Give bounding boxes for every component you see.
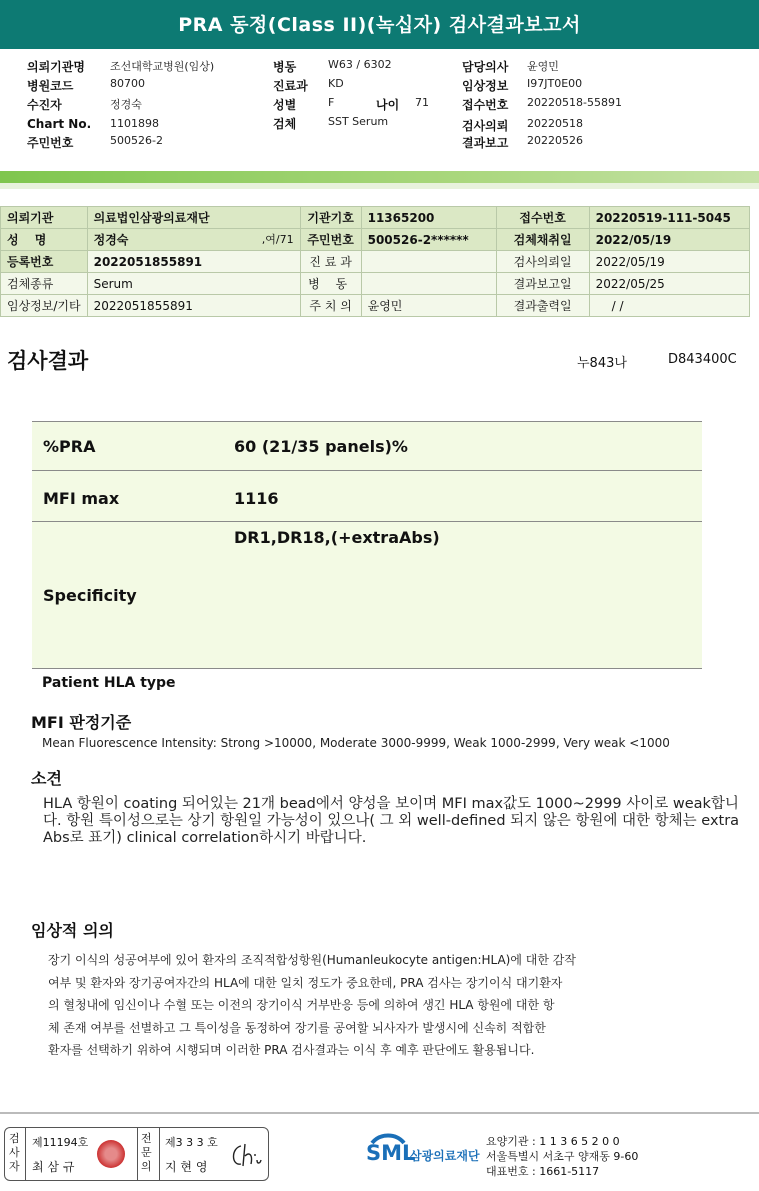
value-chart-no: 1101898: [110, 117, 159, 130]
label-request-date: 검사의뢰: [462, 119, 509, 133]
cell-label: 주민번호: [300, 229, 361, 251]
value-request-date: 20220518: [527, 117, 583, 130]
specialist-license: 제3 3 3 호: [165, 1136, 218, 1149]
value-resident-no: 500526-2: [110, 134, 163, 147]
label-hospital: 의뢰기관명: [27, 60, 85, 74]
specialist-name: 지 현 영: [165, 1160, 208, 1174]
value-doctor: 윤영민: [527, 60, 559, 73]
value-hospital-code: 80700: [110, 77, 145, 90]
cell-label: 검사의뢰일: [496, 251, 589, 273]
cell-label: 의뢰기관: [1, 207, 88, 229]
result-row-pra: [32, 421, 702, 470]
cell-label: 검체채취일: [496, 229, 589, 251]
label-sex: 성별: [273, 98, 297, 112]
patient-hla-label: Patient HLA type: [42, 675, 176, 691]
cell-value: [361, 273, 496, 295]
org-contact: [486, 1134, 638, 1179]
footer-divider: [0, 1112, 759, 1114]
cell-label: 주 치 의: [300, 295, 361, 317]
sml-logo-text: SML: [366, 1141, 416, 1165]
clinical-heading: 임상적 의의: [31, 921, 114, 940]
label-specimen: 검체: [273, 117, 297, 131]
label-receipt-no: 접수번호: [462, 98, 509, 112]
cell-value: Serum: [87, 273, 300, 295]
cell-label: 기관기호: [300, 207, 361, 229]
cell-label: 진 료 과: [300, 251, 361, 273]
cell-value: / /: [589, 295, 749, 317]
clinical-line: 장기 이식의 성공여부에 있어 환자의 조직적합성항원(Humanleukocyte antigen:HLA)에 대한 감작: [48, 953, 576, 967]
specificity-label: Specificity: [43, 586, 137, 605]
cell-value: 2022/05/19: [589, 229, 749, 251]
results-title: 검사결과: [7, 349, 89, 373]
org-code: 요양기관 : 1 1 3 6 5 2 0 0: [486, 1135, 620, 1148]
label-clinical-info: 임상정보: [462, 79, 509, 93]
value-hospital: 조선대학교병원(임상): [110, 60, 215, 73]
value-sex: F: [328, 96, 335, 109]
table-row: [1, 207, 750, 229]
patient-name: 정경숙: [93, 233, 129, 247]
value-specimen: SST Serum: [328, 115, 389, 128]
org-phone: 대표번호 : 1661-5117: [486, 1165, 600, 1178]
tester-name: 최 삼 규: [32, 1160, 75, 1174]
value-receipt-no: 20220518-55891: [527, 96, 622, 109]
opinion-text: HLA 항원이 coating 되어있는 21개 bead에서 양성을 보이며 MFI max값도 1000~2999 사이로 weak합니다. 항원 특이성으로는 상기 항원일 가능성이 있으나( 그 외 well-defined 되지 않은 항원에 대한 항체는 extra Abs로 표기) clinical correlation하시기 바랍니다.: [43, 796, 740, 846]
result-row-specificity: [32, 521, 702, 669]
green-divider-light: [0, 183, 759, 189]
patient-sex-age: ,여/71: [261, 233, 294, 246]
test-code: D843400C: [668, 352, 737, 367]
signature-box: [4, 1127, 269, 1181]
value-age: 71: [415, 96, 429, 109]
value-clinical-info: I97JT0E00: [527, 77, 583, 90]
divider: [25, 1128, 26, 1180]
label-department: 진료과: [273, 79, 308, 93]
table-row: [1, 251, 750, 273]
label-doctor: 담당의사: [462, 60, 509, 74]
cell-label: 결과출력일: [496, 295, 589, 317]
cell-label: 임상정보/기타: [1, 295, 88, 317]
label-patient: 수진자: [27, 98, 62, 112]
cell-label: 접수번호: [496, 207, 589, 229]
mfi-label: MFI max: [43, 489, 120, 508]
table-row: [1, 273, 750, 295]
cell-label: 등록번호: [1, 251, 88, 273]
label-ward: 병동: [273, 60, 297, 74]
clinical-line: 환자를 선택하기 위하여 시행되며 이러한 PRA 검사결과는 이식 후 예후 판단에도 활용됩니다.: [48, 1043, 535, 1057]
cell-value: 2022051855891: [87, 295, 300, 317]
opinion-heading: 소견: [31, 769, 62, 788]
label-age: 나이: [376, 98, 400, 112]
specificity-value: DR1,DR18,(+extraAbs): [234, 528, 440, 547]
label-report-date: 결과보고: [462, 136, 509, 150]
label-hospital-code: 병원코드: [27, 79, 74, 93]
cell-value: 2022/05/25: [589, 273, 749, 295]
title-underline: [0, 46, 759, 49]
tester-license: 제11194호: [32, 1136, 89, 1149]
cell-value: 의료법인삼광의료재단: [87, 207, 300, 229]
cell-label: 검체종류: [1, 273, 88, 295]
value-patient: 정경숙: [110, 98, 142, 111]
criteria-heading: MFI 판정기준: [31, 713, 132, 732]
value-report-date: 20220526: [527, 134, 583, 147]
divider: [159, 1128, 160, 1180]
specialist-tag: 전문의: [141, 1132, 152, 1173]
pra-label: %PRA: [43, 437, 96, 456]
test-code-local: 누843나: [577, 356, 627, 371]
cell-value: 20220519-111-5045: [589, 207, 749, 229]
table-row: [1, 229, 750, 251]
signature-icon: [227, 1138, 263, 1172]
label-resident-no: 주민번호: [27, 136, 74, 150]
result-row-mfi: [32, 470, 702, 521]
cell-value: 2022/05/19: [589, 251, 749, 273]
cell-value: 2022051855891: [87, 251, 300, 273]
cell-label: 병 동: [300, 273, 361, 295]
cell-value: [87, 229, 300, 251]
green-divider: [0, 171, 759, 183]
clinical-line: 의 혈청내에 임신이나 수혈 또는 이전의 장기이식 거부반응 등에 의하여 생긴 HLA 항원에 대한 항: [48, 998, 555, 1012]
divider: [137, 1128, 138, 1180]
clinical-text: [48, 949, 728, 1062]
clinical-line: 여부 및 환자와 장기공여자간의 HLA에 대한 일치 정도가 중요한데, PRA 검사는 장기이식 대기환자: [48, 975, 563, 990]
cell-value: 500526-2******: [361, 229, 496, 251]
seal-icon: [97, 1140, 125, 1168]
value-department: KD: [328, 77, 344, 90]
mfi-value: 1116: [234, 489, 279, 508]
org-address: 서울특별시 서초구 양재동 9-60: [486, 1150, 639, 1163]
cell-value: [361, 251, 496, 273]
value-ward: W63 / 6302: [328, 58, 392, 71]
label-chart-no: Chart No.: [27, 117, 92, 131]
patient-table: [0, 206, 750, 317]
cell-value: 11365200: [361, 207, 496, 229]
cell-value: 윤영민: [361, 295, 496, 317]
tester-tag: 검사자: [9, 1132, 20, 1173]
org-name: 삼광의료재단: [410, 1149, 480, 1163]
clinical-line: 체 존재 여부를 선별하고 그 특이성을 동정하여 장기를 공여할 뇌사자가 발생시에 신속히 적합한: [48, 1020, 546, 1035]
pra-value: 60 (21/35 panels)%: [234, 437, 408, 456]
cell-label: 성 명: [1, 229, 88, 251]
criteria-text: Mean Fluorescence Intensity: Strong >10000, Moderate 3000-9999, Weak 1000-2999, Very weak <1000: [42, 736, 670, 750]
table-row: [1, 295, 750, 317]
report-title: PRA 동정(Class II)(녹십자) 검사결과보고서: [0, 0, 759, 46]
cell-label: 결과보고일: [496, 273, 589, 295]
